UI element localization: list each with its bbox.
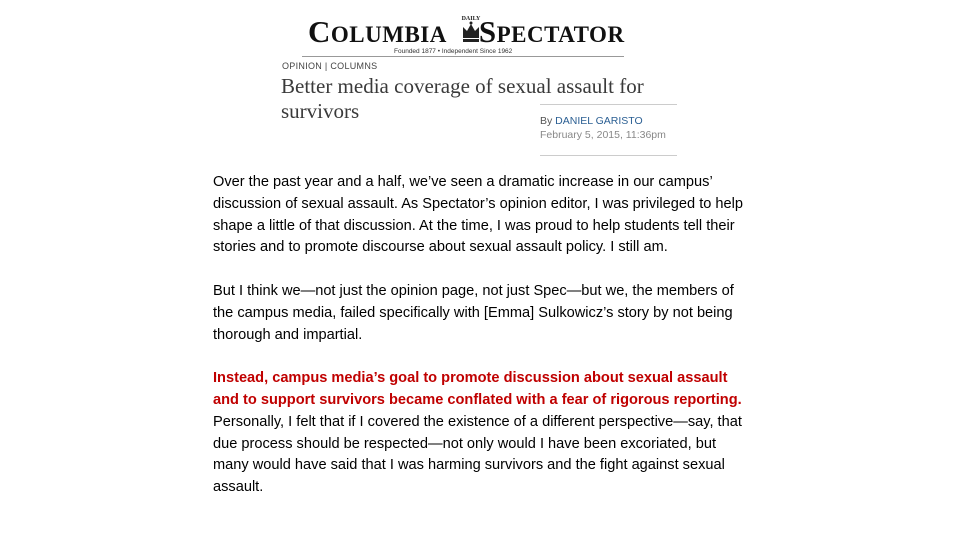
author-link[interactable]: DANIEL GARISTO (555, 115, 643, 127)
article-headline[interactable]: Better media coverage of sexual assault for survivors (281, 74, 644, 123)
article-body (213, 172, 753, 521)
masthead-word-columbia: OLUMBIA (330, 22, 447, 47)
byline-box (540, 104, 677, 156)
paragraph-3-rest: Personally, I felt that if I covered the existence of a different perspective—say, that due process should be respected—not only would I have been excoriated, but many would have said that I was harming survivors and the fight against sexual assault. (213, 413, 742, 496)
highlighted-quote: Instead, campus media’s goal to promote discussion about sexual assault and to support survivors became conflated with a fear of rigorous reporting. (213, 370, 742, 408)
crown-crest-icon (458, 12, 484, 48)
svg-text:DAILY: DAILY (461, 16, 481, 22)
masthead (308, 10, 624, 56)
masthead-initial-c: C (308, 14, 331, 49)
byline (540, 115, 643, 127)
paragraph-3 (213, 368, 753, 499)
masthead-tagline: Founded 1877 • Independent Since 1962 (394, 48, 513, 55)
paragraph-2: But I think we—not just the opinion page, not just Spec—but we, the members of the campus media, failed specifically with [Emma] Sulkowicz’s story by not being thorough and impartial. (213, 282, 734, 343)
paragraph-1: Over the past year and a half, we’ve seen a dramatic increase in our campus’ discussion of sexual assault. As Spectator’s opinion editor, I was privileged to help shape a little of that discussion. At the time, I was proud to help students tell their stories and to promote discourse about sexual assault policy. I still am. (213, 174, 744, 256)
masthead-initial-s: S (478, 14, 497, 49)
masthead-rule (302, 56, 624, 57)
section-label[interactable]: OPINION | COLUMNS (282, 61, 378, 71)
byline-prefix: By (540, 115, 556, 127)
masthead-word-spectator: PECTATOR (496, 22, 625, 47)
publish-date: February 5, 2015, 11:36pm (540, 129, 666, 141)
